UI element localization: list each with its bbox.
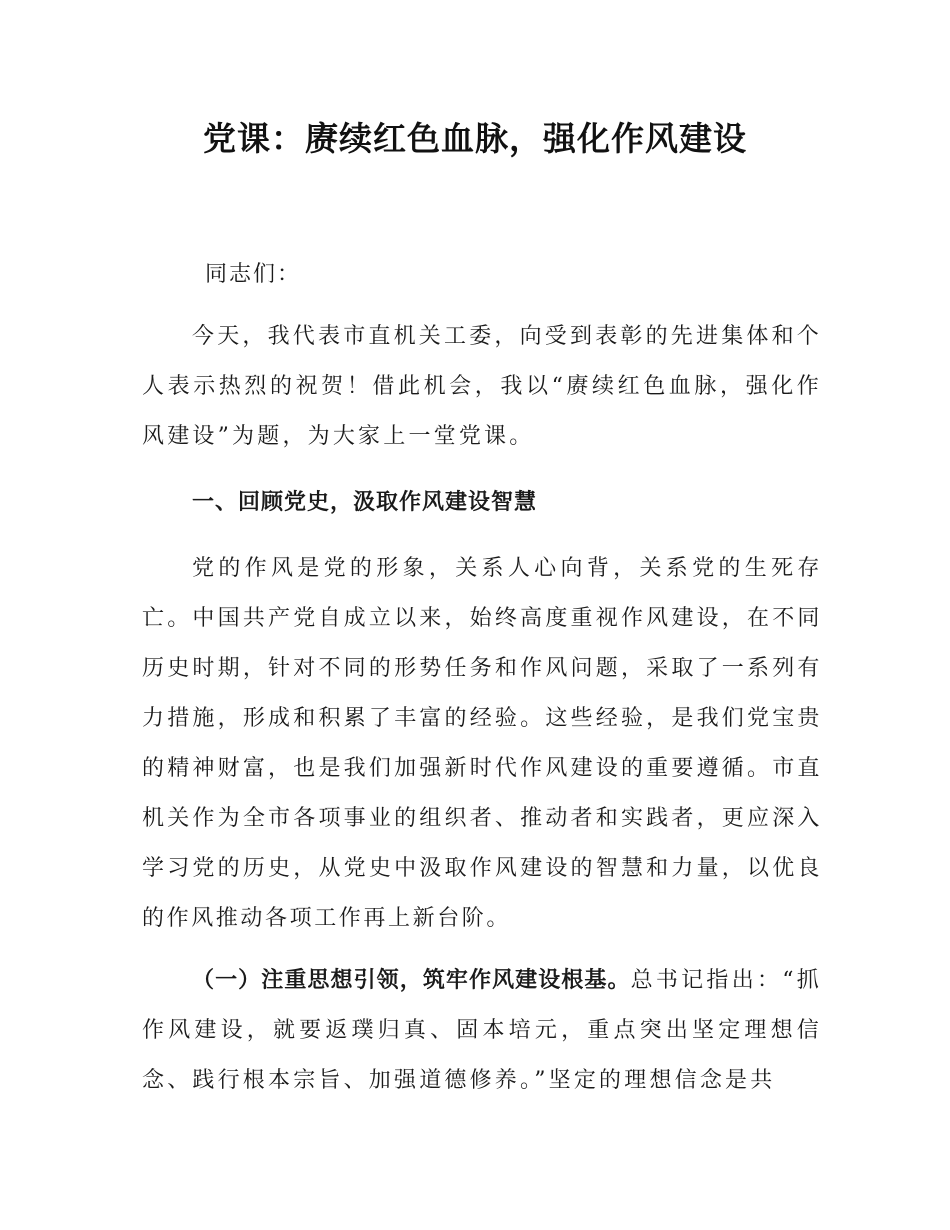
paragraph-section-1: 党的作风是党的形象，关系人心向背，关系党的生死存亡。中国共产党自成立以来，始终高度重视作风建设，在不同历史时期，针对不同的形势任务和作风问题，采取了一系列有力措施，形成和积累了丰富的经验。这些经验，是我们党宝贵的精神财富，也是我们加强新时代作风建设的重要遵循。市直机关作为全市各项事业的组织者、推动者和实践者，更应深入学习党的历史，从党史中汲取作风建设的智慧和力量，以优良的作风推动各项工作再上新台阶。 <box>142 556 822 931</box>
paragraph-intro: 今天，我代表市直机关工委，向受到表彰的先进集体和个人表示热烈的祝贺！借此机会，我以“赓续红色血脉，强化作风建设”为题，为大家上一堂党课。 <box>142 324 823 449</box>
salutation: 同志们： <box>205 262 302 287</box>
subsection-body-1: 总书记指出：“抓作风建设，就要返璞归真、固本培元，重点突出坚定理想信念、践行根本宗旨、加强道德修养。”坚定的理想信念是共 <box>142 968 822 1093</box>
document-title: 党课：赓续红色血脉，强化作风建设 <box>203 119 747 158</box>
subsection-heading-1: （一）注重思想引领，筑牢作风建设根基。 <box>192 968 631 993</box>
paragraph-subsection-1 <box>142 956 822 1106</box>
section-heading-1: 一、回顾党史，汲取作风建设智慧 <box>192 490 538 515</box>
